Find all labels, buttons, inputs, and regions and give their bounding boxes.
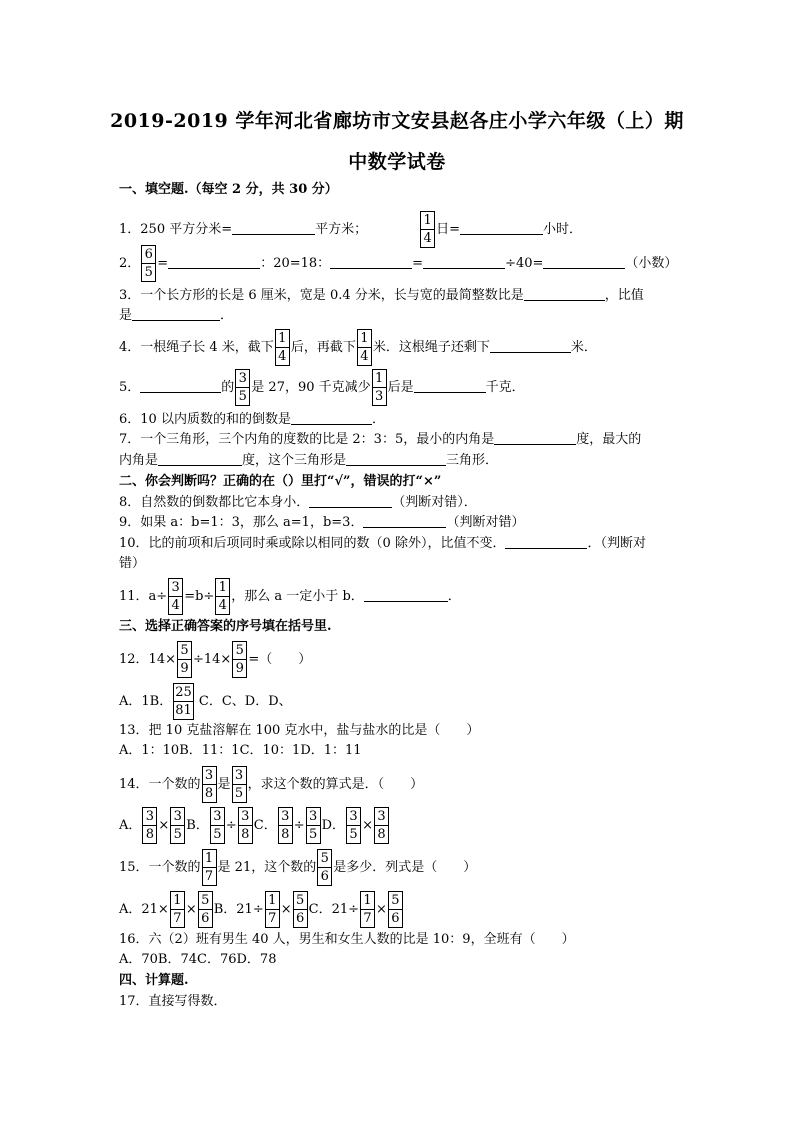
fraction-numerator: 3 (374, 807, 389, 826)
fraction (232, 766, 247, 803)
q17-text: 17．直接写得数． (119, 994, 227, 1009)
fraction-numerator: 1 (275, 329, 290, 348)
q5-text-c: 是 27，90 千克减少 (251, 380, 371, 395)
answer-blank[interactable] (363, 514, 446, 528)
fraction (372, 369, 387, 406)
answer-blank[interactable] (346, 452, 446, 466)
fraction (346, 807, 361, 844)
q14-text-b: 是 (217, 777, 231, 792)
fraction-denominator: 3 (372, 388, 387, 406)
q15-text-b: 是 21，这个数的 (217, 860, 317, 875)
fraction-numerator: 3 (278, 807, 293, 826)
question-13-options[interactable]: A．1：10B．11：1C．10：1D．1：11 (119, 743, 362, 758)
fraction-denominator: 7 (202, 868, 217, 886)
q9-text-b: （判断对错） (446, 515, 525, 530)
q12-text-b: ÷14× (192, 652, 232, 667)
times-sign: × (376, 902, 387, 917)
q7-text-d: 度，这个三角形是 (242, 453, 347, 468)
q11-text-c: ，那么 a 一定小于 b． (231, 589, 364, 604)
fraction-denominator: 5 (232, 785, 247, 803)
fraction-denominator: 7 (170, 910, 185, 928)
fraction-denominator: 7 (265, 910, 280, 928)
fraction (374, 807, 389, 844)
question-16 (119, 931, 575, 949)
question-7-cont (119, 452, 498, 470)
section-heading-calculation: 四、计算题. (119, 973, 189, 988)
divide-sign: ÷ (225, 818, 237, 833)
fraction (142, 807, 157, 844)
q5-text-b: 的 (221, 380, 235, 395)
answer-blank[interactable] (132, 307, 220, 321)
fraction (210, 807, 225, 844)
times-sign: × (280, 902, 292, 917)
fraction-numerator: 3 (238, 807, 253, 826)
question-15-options (119, 891, 404, 928)
fraction-denominator: 5 (346, 826, 361, 844)
q3-text-c: 是 (119, 308, 133, 323)
fraction-numerator: 3 (210, 807, 225, 826)
fraction-numerator: 3 (168, 578, 183, 597)
q1-text-c: 日= (436, 222, 461, 237)
question-10 (119, 535, 646, 553)
q6-text-a: 6．10 以内质数的和的倒数是 (119, 412, 291, 427)
fraction (265, 891, 280, 928)
fraction-numerator: 5 (317, 849, 332, 868)
fraction-denominator: 5 (306, 826, 321, 844)
question-2 (119, 245, 677, 282)
q1-text-a: 1．250 平方分米= (119, 222, 233, 237)
answer-blank[interactable] (524, 287, 605, 301)
q3-text-b: ，比值 (604, 288, 644, 303)
fraction-numerator: 3 (232, 766, 247, 785)
q15-option-a-label[interactable]: A．21× (119, 902, 169, 917)
question-6 (119, 411, 385, 429)
fraction-denominator: 5 (210, 826, 225, 844)
q4-text-c: 米．这根绳子还剩下 (372, 340, 490, 355)
q8-text-b: （判断对错）． (392, 495, 477, 510)
answer-blank[interactable] (158, 452, 242, 466)
q2-text-d: = (412, 256, 424, 271)
answer-blank[interactable] (330, 255, 412, 269)
q2-text-e: ÷40= (505, 256, 544, 271)
divide-sign: ÷ (293, 818, 305, 833)
question-7 (119, 431, 641, 449)
q7-text-b: 度，最大的 (576, 432, 642, 447)
q1-text-d: 小时． (543, 222, 583, 237)
q2-text-c: ：20=18： (260, 256, 331, 271)
q6-text-b: ． (371, 412, 385, 427)
answer-blank[interactable] (168, 255, 260, 269)
fraction (275, 329, 290, 366)
fraction-numerator: 25 (175, 685, 192, 700)
question-13 (119, 722, 479, 740)
q14-text-c: ，求这个数的算式是．（ ） (247, 777, 424, 792)
times-sign: × (185, 902, 197, 917)
q4-text-a: 4．一根绳子长 4 米，截下 (119, 340, 274, 355)
q14-option-b-label[interactable]: B． (186, 818, 209, 833)
fraction-numerator: 3 (202, 766, 217, 785)
q15-text-a: 15．一个数的 (119, 860, 201, 875)
fraction-numerator: 3 (306, 807, 321, 826)
fraction-denominator: 5 (141, 264, 156, 282)
fraction-numerator: 1 (360, 891, 375, 910)
q12-text-a: 12．14× (119, 652, 176, 667)
fraction-numerator: 1 (265, 891, 280, 910)
question-15 (119, 849, 476, 886)
q4-text-d: 米． (570, 340, 597, 355)
q12-text-c: =（ ） (248, 652, 312, 667)
fraction-numerator: 5 (177, 641, 192, 660)
fraction-denominator: 4 (275, 348, 290, 366)
q7-text-a: 7．一个三角形，三个内角的度数的比是 2：3：5，最小的内角是 (119, 432, 495, 447)
fraction-denominator: 81 (175, 703, 192, 718)
q5-text-d: 后是 (387, 380, 414, 395)
fraction (202, 849, 217, 886)
q14-option-d-label[interactable]: D． (321, 818, 346, 833)
question-4 (119, 329, 597, 366)
question-12 (119, 641, 311, 678)
fraction (238, 807, 253, 844)
fraction-denominator: 8 (278, 826, 293, 844)
fraction (360, 891, 375, 928)
question-1 (119, 211, 582, 248)
answer-blank[interactable] (494, 431, 576, 445)
section-heading-multiple-choice: 三、选择正确答案的序号填在括号里. (119, 619, 332, 634)
fraction (293, 891, 308, 928)
q15-text-c: 是多少．列式是（ ） (333, 860, 477, 875)
fraction-denominator: 8 (238, 826, 253, 844)
fraction-denominator: 7 (360, 910, 375, 928)
q14-option-c-label[interactable]: C． (253, 818, 277, 833)
question-5 (119, 369, 525, 406)
fraction-numerator: 3 (346, 807, 361, 826)
question-11 (119, 578, 461, 615)
exam-title-line1: 2019-2019 学年河北省廊坊市文安县赵各庄小学六年级（上）期 (110, 110, 684, 132)
answer-blank[interactable] (364, 588, 448, 602)
fraction-numerator: 5 (198, 891, 213, 910)
answer-blank[interactable] (460, 221, 543, 235)
fraction-denominator: 9 (232, 660, 247, 678)
fraction-denominator: 6 (198, 910, 213, 928)
q11-text-b: =b÷ (184, 589, 215, 604)
question-8 (119, 494, 477, 512)
question-12-options (119, 683, 292, 720)
fraction (198, 891, 213, 928)
q8-text-a: 8．自然数的倒数都比它本身小． (119, 495, 310, 510)
answer-blank[interactable] (423, 255, 505, 269)
fraction-denominator: 4 (420, 230, 435, 248)
question-3 (119, 287, 644, 305)
fraction (388, 891, 403, 928)
q7-text-c: 内角是 (119, 453, 159, 468)
answer-blank[interactable] (291, 411, 372, 425)
q16-text: 16．六（2）班有男生 40 人，男生和女生人数的比是 10：9，全班有（ ） (119, 932, 575, 947)
fraction (232, 641, 247, 678)
answer-blank[interactable] (309, 494, 392, 508)
fraction-denominator: 6 (388, 910, 403, 928)
times-sign: × (158, 818, 170, 833)
fraction (170, 891, 185, 928)
question-14-options (119, 807, 390, 844)
fraction (357, 329, 372, 366)
answer-blank[interactable] (490, 339, 571, 353)
fraction-denominator: 4 (168, 597, 183, 615)
fraction (420, 211, 435, 248)
q12-option-a[interactable]: A．1B． (119, 694, 173, 709)
answer-blank[interactable] (505, 535, 587, 549)
answer-blank[interactable] (543, 255, 625, 269)
fraction-numerator: 1 (215, 578, 230, 597)
fraction (177, 641, 192, 678)
fraction (141, 245, 156, 282)
q10-text-a: 10．比的前项和后项同时乘或除以相同的数（0 除外），比值不变． (119, 536, 506, 551)
fraction (235, 369, 250, 406)
q12-options-rest[interactable]: C．C、D．D、 (198, 694, 292, 709)
q11-text-d: ． (447, 589, 461, 604)
q15-option-c-label[interactable]: C．21÷ (308, 902, 360, 917)
fraction-numerator: 1 (420, 211, 435, 230)
fraction-numerator: 1 (372, 369, 387, 388)
fraction-numerator: 1 (357, 329, 372, 348)
question-14 (119, 766, 423, 803)
times-sign: × (362, 818, 373, 833)
q3-text-a: 3．一个长方形的长是 6 厘米，宽是 0.4 分米，长与宽的最简整数比是 (119, 288, 524, 303)
answer-blank[interactable] (232, 221, 315, 235)
fraction-numerator: 5 (232, 641, 247, 660)
exam-title-line2: 中数学试卷 (348, 151, 446, 173)
question-17 (119, 993, 227, 1011)
fraction-denominator: 5 (235, 388, 250, 406)
fraction (215, 578, 230, 615)
question-16-options[interactable]: A．70B．74C．76D．78 (119, 952, 277, 967)
answer-blank[interactable] (414, 379, 486, 393)
q15-option-b-label[interactable]: B．21÷ (213, 902, 264, 917)
q5-text-a: 5． (119, 380, 141, 395)
fraction-numerator: 6 (141, 245, 156, 264)
fraction-denominator: 8 (374, 826, 389, 844)
fraction-denominator: 9 (177, 660, 192, 678)
fraction-denominator: 4 (215, 597, 230, 615)
fraction (306, 807, 321, 844)
q11-text-a: 11．a÷ (119, 589, 168, 604)
question-9 (119, 514, 524, 532)
q10-text-b: ．（判断对 (587, 536, 646, 551)
fraction (168, 578, 183, 615)
fraction-denominator: 8 (202, 785, 217, 803)
fraction-numerator: 3 (235, 369, 250, 388)
fraction-numerator: 1 (170, 891, 185, 910)
fraction-numerator: 5 (388, 891, 403, 910)
fraction-denominator: 5 (170, 826, 185, 844)
q2-text-b: = (157, 256, 169, 271)
fraction (317, 849, 332, 886)
q2-text-a: 2． (119, 256, 141, 271)
section-heading-true-false: 二、你会判断吗？正确的在（）里打“√”，错误的打“×” (119, 474, 442, 489)
q1-text-b: 平方米； (315, 222, 368, 237)
fraction (173, 683, 194, 720)
question-3-cont (119, 307, 233, 325)
fraction-numerator: 3 (142, 807, 157, 826)
q7-text-e: 三角形． (446, 453, 499, 468)
fraction (278, 807, 293, 844)
fraction-numerator: 1 (202, 849, 217, 868)
q14-option-a-label[interactable]: A． (119, 818, 142, 833)
q3-text-d: ． (220, 308, 234, 323)
fraction-denominator: 6 (317, 868, 332, 886)
section-heading-fill-blank: 一、填空题.（每空 2 分，共 30 分） (119, 182, 338, 197)
q5-text-e: 千克． (485, 380, 525, 395)
q13-text: 13．把 10 克盐溶解在 100 克水中，盐与盐水的比是（ ） (119, 723, 480, 738)
answer-blank[interactable] (140, 379, 221, 393)
fraction-numerator: 5 (293, 891, 308, 910)
fraction-denominator: 6 (293, 910, 308, 928)
fraction-numerator: 3 (170, 807, 185, 826)
fraction-denominator: 4 (357, 348, 372, 366)
q4-text-b: 后，再截下 (290, 340, 356, 355)
question-10-cont (119, 555, 145, 573)
q2-text-f: （小数） (625, 256, 678, 271)
fraction-denominator: 8 (142, 826, 157, 844)
q14-text-a: 14．一个数的 (119, 777, 201, 792)
fraction (170, 807, 185, 844)
q10-text-c: 错） (119, 556, 146, 571)
fraction (202, 766, 217, 803)
q9-text-a: 9．如果 a：b=1：3，那么 a=1，b=3． (119, 515, 364, 530)
